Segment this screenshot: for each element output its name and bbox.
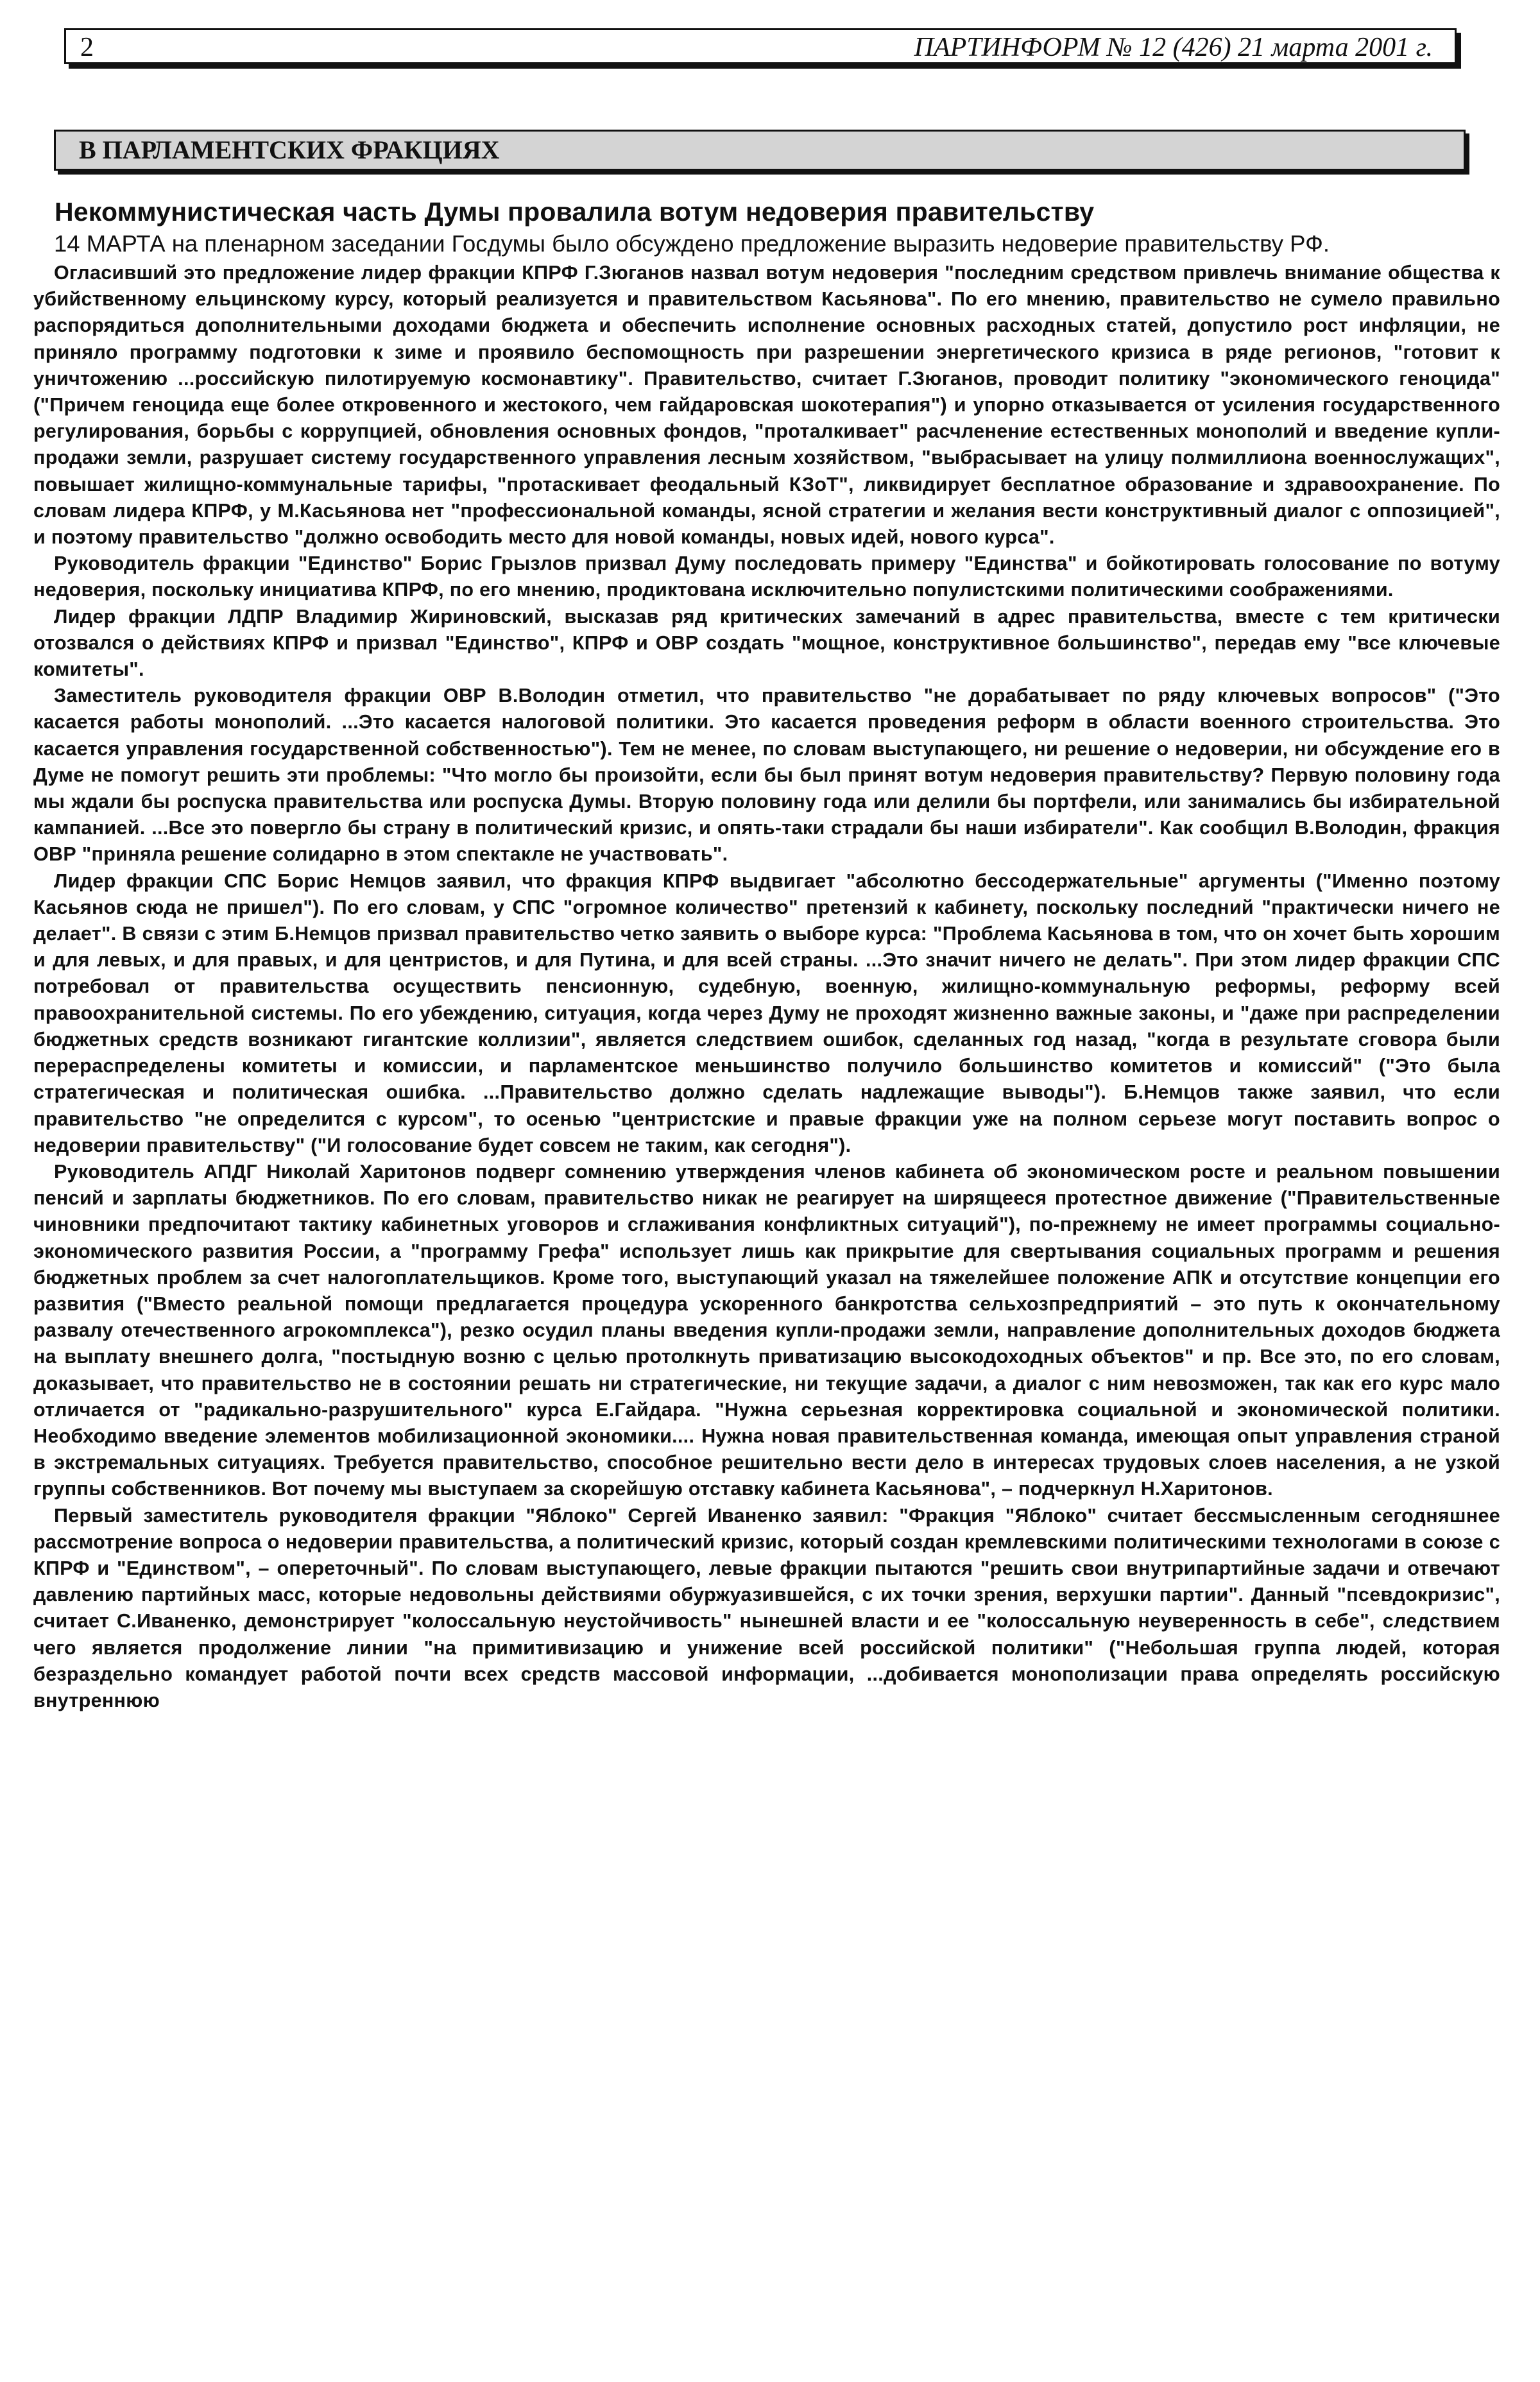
paragraph: Лидер фракции ЛДПР Владимир Жириновский, высказав ряд критических замечаний в адрес правительства, вместе с тем критически отозвался о действиях КПРФ и призвал "Единство", КПРФ и ОВР создать "мощное, конструктивное большинство", передав ему "все ключевые комитеты". — [33, 605, 1500, 681]
section-banner: В ПАРЛАМЕНТСКИХ ФРАКЦИЯХ — [54, 130, 1466, 171]
issue-info: ПАРТИНФОРМ № 12 (426) 21 марта 2001 г. — [914, 33, 1433, 62]
paragraph: Первый заместитель руководителя фракции "Яблоко" Сергей Иваненко заявил: "Фракция "Яблоко" считает бессмысленным сегодняшнее рассмотрение вопроса о недоверии правительства, а политический кризис, который создан кремлевскими политическими технологами в союзе с КПРФ и "Единством", – опереточный". По словам выступающего, левые фракции пытаются "решить свои внутрипартийные задачи и отвечают давлению партийных масс, которые недовольны действиями обуржуазившейся, с их точки зрения, верхушки партии". Данный "псевдокризис", считает С.Иваненко, демонстрирует "колоссальную неустойчивость" нынешней власти и ее "колоссальную неуверенность в себе", следствием чего является продолжение линии "на примитивизацию и унижение всей российской политики" ("Небольшая группа людей, которая безраздельно командует работой почти всех средств массовой информации, ...добивается монополизации права определять российскую внутреннюю — [33, 1504, 1500, 1711]
page-header — [64, 28, 1457, 64]
article-lead: 14 МАРТА на пленарном заседании Госдумы было обсуждено предложение выразить недоверие правительству РФ. — [54, 230, 1330, 257]
paragraph: Заместитель руководителя фракции ОВР В.Володин отметил, что правительство "не дорабатывает по ряду ключевых вопросов" ("Это касается работы монополий. ...Это касается налоговой политики. Это касается проведения реформ в области военного строительства. Это касается управления государственной собственностью"). Тем не менее, по словам выступающего, ни решение о недоверии, ни обсуждение его в Думе не помогут решить эти проблемы: "Что могло бы произойти, если бы был принят вотум недоверия правительству? Первую половину года мы ждали бы роспуска правительства или роспуска Думы. Вторую половину года или делили бы портфели, или занимались бы избирательной кампанией. ...Все это повергло бы страну в политический кризис, и опять-таки страдали бы наши избиратели". Как сообщил В.Володин, фракция ОВР "приняла решение солидарно в этом спектакле не участвовать". — [33, 685, 1500, 866]
article — [33, 195, 1500, 1714]
paragraph: Руководитель АПДГ Николай Харитонов подверг сомнению утверждения членов кабинета об экономическом росте и реальном повышении пенсий и зарплаты бюджетников. По его словам, правительство никак не реагирует на ширящееся протестное движение ("Правительственные чиновники предпочитают тактику кабинетных уговоров и сглаживания конфликтных ситуаций"), по-прежнему не имеет программы социально-экономического развития России, а "программу Грефа" использует лишь как прикрытие для свертывания социальных программ и решения бюджетных проблем за счет налогоплательщиков. Кроме того, выступающий указал на тяжелейшее положение АПК и отсутствие концепции его развития ("Вместо реальной помощи предлагается процедура ускоренного банкротства сельхозпредприятий – это путь к окончательному развалу отечественного агрокомплекса"), резко осудил планы введения купли-продажи земли, направление дополнительных доходов бюджета на выплату внешнего долга, "постыдную возню с целью протолкнуть приватизацию высокодоходных объектов" и пр. Все это, по его словам, доказывает, что правительство не в состоянии решать ни стратегические, ни текущие задачи, а диалог с ним невозможен, так как его курс мало отличается от "радикально-разрушительного" курса Е.Гайдара. "Нужна серьезная корректировка социальной и экономической политики. Необходимо введение элементов мобилизационной экономики.... Нужна новая правительственная команда, имеющая опыт управления страной в экстремальных ситуациях. Требуется правительство, способное решительно вести дело в интересах трудовых слоев населения, а не узкой группы собственников. Вот почему мы выступаем за скорейшую отставку кабинета Касьянова", – подчеркнул Н.Харитонов. — [33, 1160, 1500, 1500]
paragraph: Руководитель фракции "Единство" Борис Грызлов призвал Думу последовать примеру "Единства" и бойкотировать голосование по вотуму недоверия, поскольку инициатива КПРФ, по его мнению, продиктована исключительно популистскими политическими соображениями. — [33, 553, 1500, 601]
page-number: 2 — [80, 33, 94, 62]
paragraph: Лидер фракции СПС Борис Немцов заявил, что фракция КПРФ выдвигает "абсолютно бессодержательные" аргументы ("Именно поэтому Касьянов сюда не пришел"). По его словам, у СПС "огромное количество" претензий к кабинету, поскольку последний "практически ничего не делает". В связи с этим Б.Немцов призвал правительство четко заявить о выборе курса: "Проблема Касьянова в том, что он хочет быть хорошим и для левых, и для правых, и для центристов, и для Путина, и для всей страны. ...Это значит ничего не делать". При этом лидер фракции СПС потребовал от правительства осуществить пенсионную, судебную, военную, жилищно-коммунальную реформы, реформу всей правоохранительной системы. По его убеждению, ситуация, когда через Думу не проходят жизненно важные законы, и "даже при распределении бюджетных средств возникают гигантские коллизии", является следствием ошибок, сделанных год назад, "когда в результате сговора были перераспределены комитеты и комиссии, и парламентское меньшинство получило большинство комитетов и комиссий" ("Это была стратегическая и политическая ошибка. ...Правительство должно сделать надлежащие выводы"). Б.Немцов также заявил, что если правительство "не определится с курсом", то осенью "центристские и правые фракции уже на полном серьезе могут поставить вопрос о недоверии правительству" ("И голосование будет совсем не таким, как сегодня"). — [33, 870, 1500, 1156]
paragraph: Огласивший это предложение лидер фракции КПРФ Г.Зюганов назвал вотум недоверия "последним средством привлечь внимание общества к убийственному ельцинскому курсу, который реализуется и правительством Касьянова". По его мнению, правительство не сумело правильно распорядиться дополнительными доходами бюджета и обеспечить исполнение основных расходных статей, допустило рост инфляции, не приняло программу подготовки к зиме и проявило беспомощность при разрешении энергетического кризиса в ряде регионов, "готовит к уничтожению ...российскую пилотируемую космонавтику". Правительство, считает Г.Зюганов, проводит политику "экономического геноцида" ("Причем геноцида еще более откровенного и жестокого, чем гайдаровская шокотерапия") и упорно отказывается от усиления государственного регулирования, борьбы с коррупцией, обновления основных фондов, "проталкивает" расчленение естественных монополий и введение купли-продажи земли, разрушает систему государственного управления лесным хозяйством, "выбрасывает на улицу полмиллиона военнослужащих", повышает жилищно-коммунальные тарифы, "протаскивает феодальный КЗоТ", ликвидирует бесплатное образование и здравоохранение. По словам лидера КПРФ, у М.Касьянова нет "профессиональной команды, ясной стратегии и желания вести конструктивный диалог с оппозицией", и поэтому правительство "должно освободить место для новой команды, новых идей, нового курса". — [33, 262, 1500, 549]
article-title: Некоммунистическая часть Думы провалила вотум недоверия правительству — [55, 197, 1095, 227]
